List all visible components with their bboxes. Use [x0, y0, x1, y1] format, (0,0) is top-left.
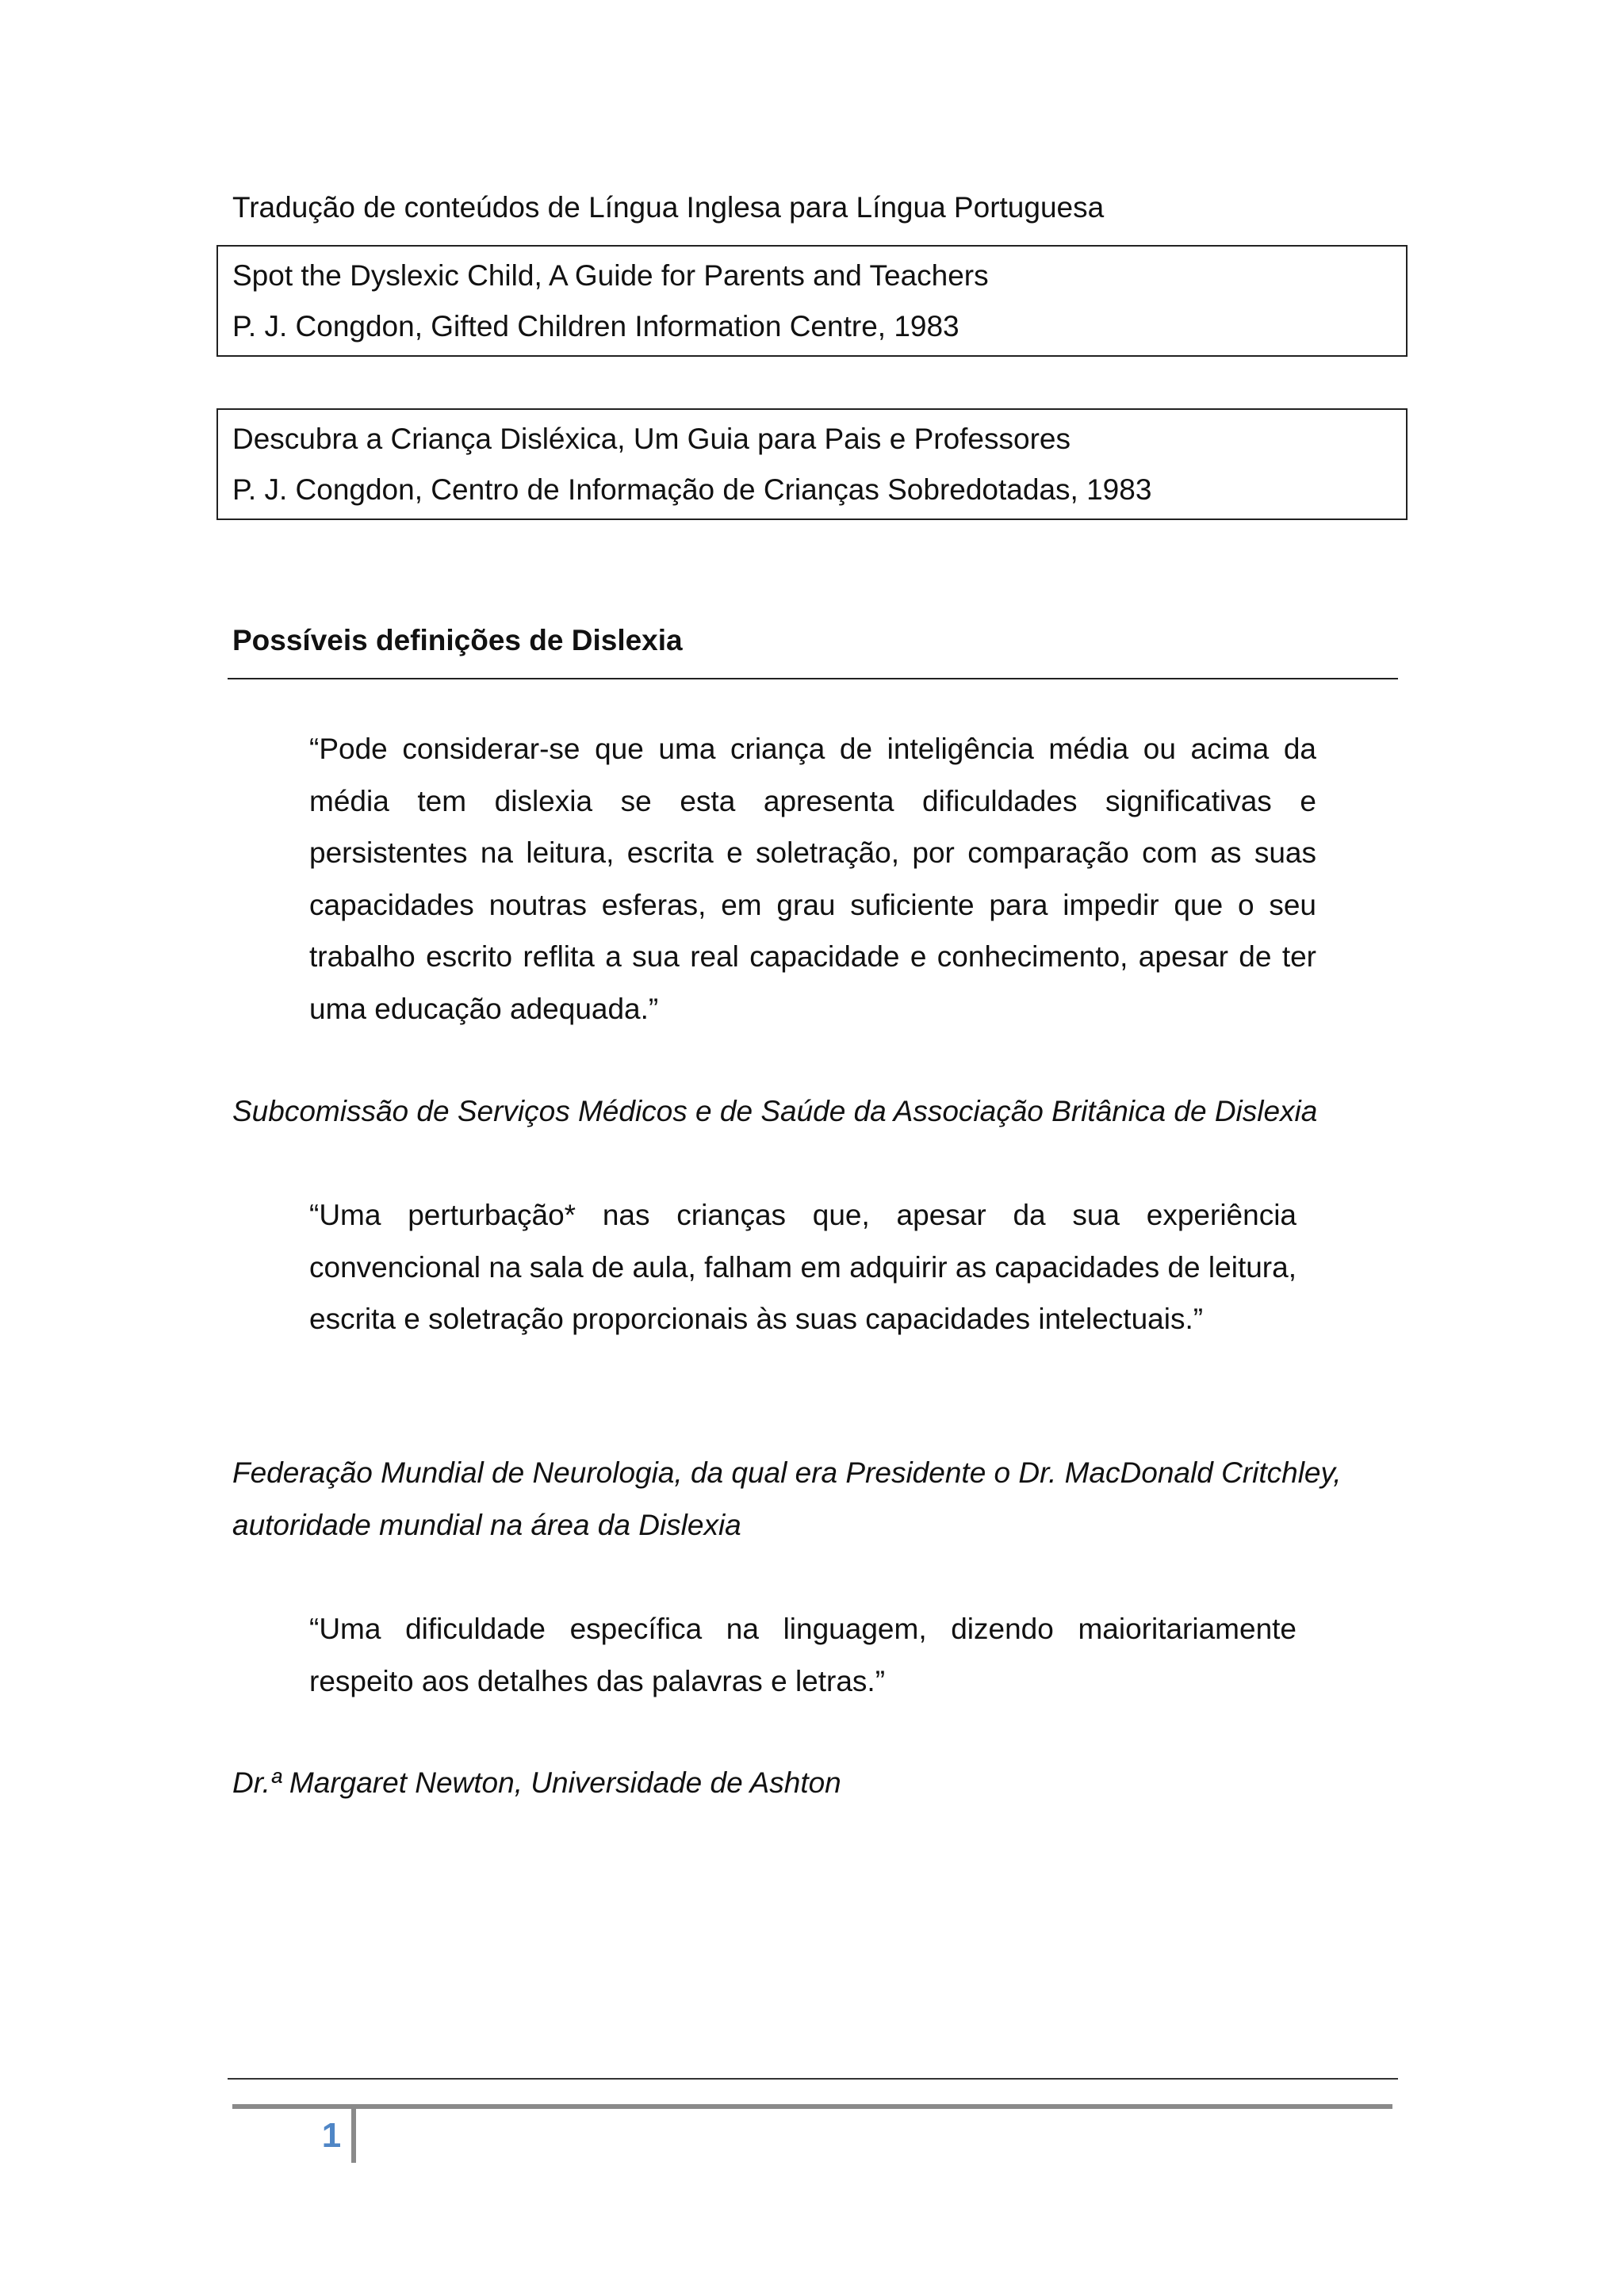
reference-original-title: Spot the Dyslexic Child, A Guide for Parents and Teachers [232, 259, 989, 292]
section-title: Possíveis definições de Dislexia [232, 624, 683, 656]
footer-bar [232, 2104, 1392, 2109]
definition-source-1: Subcomissão de Serviços Médicos e de Saúde da Associação Britânica de Dislexia [232, 1095, 1318, 1127]
page-number: 1 [321, 2116, 342, 2155]
reference-original-box [216, 245, 1408, 357]
reference-original-author: P. J. Congdon, Gifted Children Information Centre, 1983 [232, 310, 959, 342]
definition-quote-1: “Pode considerar-se que uma criança de inteligência média ou acima da média tem dislexia se esta apresenta dificuldades significativas e persistentes na leitura, escrita e soletração, por comparação com as suas capacidades noutras esferas, em grau suficiente para impedir que o seu trabalho escrito reflita a sua real capacidade e conhecimento, apesar de ter uma educação adequada.” [309, 733, 1316, 1025]
header-note: Tradução de conteúdos de Língua Inglesa para Língua Portuguesa [232, 191, 1105, 224]
reference-translation-title: Descubra a Criança Disléxica, Um Guia para Pais e Professores [232, 423, 1071, 455]
reference-translation-box [216, 408, 1408, 520]
page-number-divider [351, 2107, 356, 2163]
definition-quote-3: “Uma dificuldade específica na linguagem, dizendo maioritariamente respeito aos detalhes das palavras e letras.” [309, 1613, 1297, 1697]
reference-translation-author: P. J. Congdon, Centro de Informação de Crianças Sobredotadas, 1983 [232, 473, 1152, 506]
section-divider [228, 678, 1398, 679]
definition-quote-2: “Uma perturbação* nas crianças que, apesar da sua experiência convencional na sala de aula, falham em adquirir as capacidades de leitura, escrita e soletração proporcionais às suas capacidades intelectuais.” [309, 1199, 1297, 1335]
footer-divider [228, 2078, 1398, 2080]
definition-source-2: Federação Mundial de Neurologia, da qual era Presidente o Dr. MacDonald Critchley, autoridade mundial na área da Dislexia [232, 1456, 1342, 1541]
definition-source-3: Dr.ª Margaret Newton, Universidade de Ashton [232, 1766, 841, 1799]
